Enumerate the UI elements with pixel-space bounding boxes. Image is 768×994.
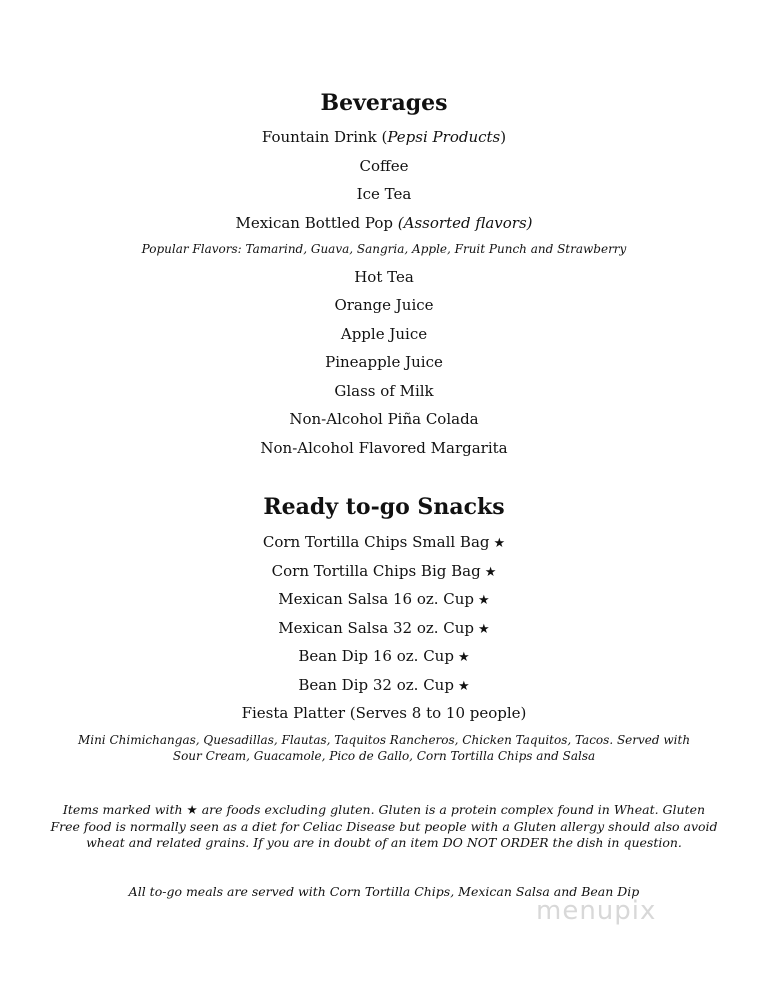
- togo-note: All to-go meals are served with Corn Tortilla Chips, Mexican Salsa and Bean Dip: [128, 884, 640, 899]
- menu-item-milk: Glass of Milk: [334, 382, 434, 400]
- snack-item: Corn Tortilla Chips Small Bag ★: [262, 533, 506, 551]
- star-icon: ★: [186, 802, 198, 817]
- watermark-logo: menupix: [536, 896, 657, 926]
- snacks-heading: Ready to-go Snacks: [263, 494, 505, 520]
- star-icon: ★: [484, 565, 497, 580]
- pop-flavors-note: Popular Flavors: Tamarind, Guava, Sangria, Apple, Fruit Punch and Strawberry: [141, 242, 627, 256]
- menu-item-coffee: Coffee: [359, 157, 409, 175]
- menu-item-ice-tea: Ice Tea: [356, 185, 412, 203]
- menu-item-mexican-pop: Mexican Bottled Pop (Assorted flavors): [235, 214, 533, 232]
- beverages-heading: Beverages: [320, 90, 448, 116]
- star-icon: ★: [493, 536, 506, 551]
- gluten-note: Items marked with ★ are foods excluding gluten. Gluten is a protein complex found in Wheat. Gluten Free food is normally seen as a diet for Celiac Disease but people with a Gluten allergy should also avoid wheat and related grains. If you are in doubt of an item DO NOT ORDER the dish in question.: [50, 802, 718, 850]
- star-icon: ★: [478, 593, 490, 608]
- platter-description: Mini Chimichangas, Quesadillas, Flautas, Taquitos Rancheros, Chicken Taquitos, Tacos. Served with Sour Cream, Guacamole, Pico de Gallo, Corn Tortilla Chips and Salsa: [77, 733, 691, 763]
- snack-item: Bean Dip 16 oz. Cup ★: [298, 647, 470, 665]
- star-icon: ★: [457, 650, 470, 665]
- menu-item-hot-tea: Hot Tea: [354, 268, 414, 286]
- menu-item-apple-juice: Apple Juice: [340, 325, 428, 343]
- snack-item: Mexican Salsa 32 oz. Cup ★: [278, 619, 490, 637]
- menu-item-fiesta-platter: Fiesta Platter (Serves 8 to 10 people): [241, 704, 527, 722]
- snack-item: Mexican Salsa 16 oz. Cup ★: [278, 590, 490, 608]
- menu-item-pineapple-juice: Pineapple Juice: [325, 353, 443, 371]
- menu-item-orange-juice: Orange Juice: [334, 296, 434, 314]
- star-icon: ★: [478, 622, 490, 637]
- menu-item-pina-colada: Non-Alcohol Piña Colada: [289, 410, 479, 428]
- menu-item-fountain-drink: Fountain Drink (Pepsi Products): [261, 128, 507, 146]
- snack-item: Bean Dip 32 oz. Cup ★: [298, 676, 470, 694]
- menu-item-margarita: Non-Alcohol Flavored Margarita: [260, 439, 508, 457]
- star-icon: ★: [457, 679, 470, 694]
- snack-item: Corn Tortilla Chips Big Bag ★: [271, 562, 497, 580]
